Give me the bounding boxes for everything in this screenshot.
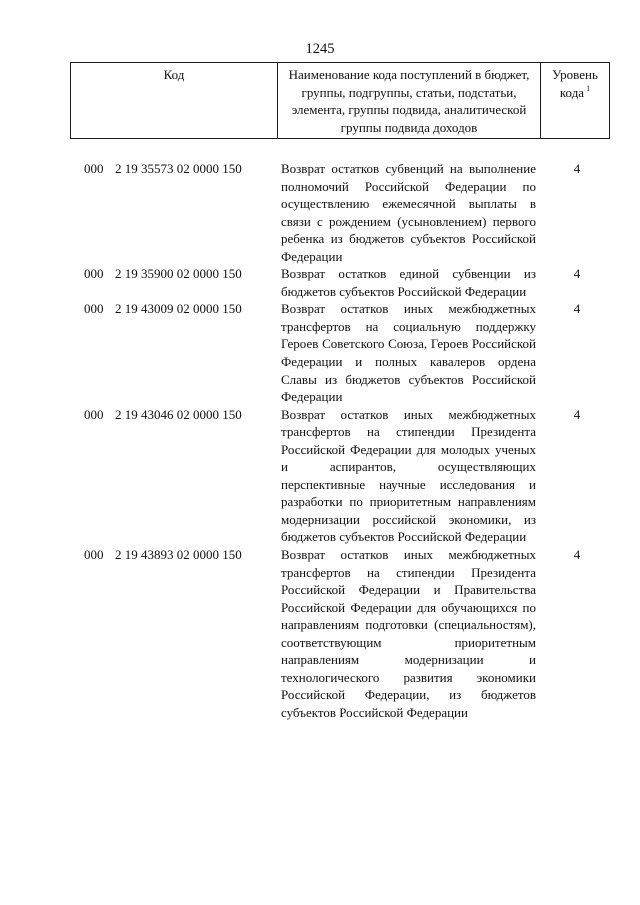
row-income-code: 2 19 35573 02 0000 150 — [115, 161, 242, 176]
table-row — [70, 406, 610, 546]
header-code — [71, 63, 278, 138]
row-admin-code: 000 — [84, 301, 104, 317]
table-row — [70, 265, 610, 300]
table-row — [70, 546, 610, 721]
header-code-label: Код — [163, 67, 185, 82]
row-level: 4 — [573, 406, 581, 422]
table-body — [70, 160, 610, 722]
header-level — [541, 63, 609, 138]
row-admin-code: 000 — [84, 547, 104, 563]
table-header — [70, 62, 610, 139]
row-level: 4 — [573, 266, 581, 282]
row-admin-code: 000 — [84, 406, 104, 422]
row-level: 4 — [573, 161, 581, 176]
page-number: 1245 — [305, 41, 335, 57]
header-name-label: Наименование кода поступлений в бюджет, группы, подгруппы, статьи, подстатьи, элемента, группы подвида, аналитической группы подвида доходов — [288, 67, 530, 135]
row-income-code: 2 19 43009 02 0000 150 — [115, 301, 242, 317]
table-row — [70, 160, 610, 265]
row-admin-code: 000 — [84, 161, 104, 176]
table-row — [70, 300, 610, 405]
header-level-footnote: 1 — [586, 84, 591, 94]
row-level: 4 — [573, 547, 581, 563]
row-income-code: 2 19 43046 02 0000 150 — [115, 406, 242, 422]
header-name — [278, 63, 541, 138]
row-income-code: 2 19 35900 02 0000 150 — [115, 266, 242, 282]
row-level: 4 — [573, 301, 581, 317]
row-description: Возврат остатков иных межбюджетных трансфертов на стипендии Президента Российской Федерации для молодых ученых и аспирантов, осуществляющих перспективные научные исследования и разработки по приоритетным направлениям модернизации российской экономики, из бюджетов субъектов Российской Федерации — [281, 406, 536, 545]
row-description: Возврат остатков иных межбюджетных трансфертов на стипендии Президента Российской Федерации и Правительства Российской Федерации для обучающихся по направлениям подготовки (специальностям), соответствующим приоритетным направлениям модернизации и технологического развития экономики Российской Федерации, из бюджетов субъектов Российской Федерации — [281, 547, 536, 720]
row-income-code: 2 19 43893 02 0000 150 — [115, 547, 242, 563]
row-admin-code: 000 — [84, 266, 104, 282]
row-description: Возврат остатков иных межбюджетных трансфертов на социальную поддержку Героев Советского Союза, Героев Российской Федерации и полных кавалеров ордена Славы из бюджетов субъектов Российской Федерации — [281, 301, 536, 405]
header-level-label: Уровень кода — [552, 67, 598, 100]
row-description: Возврат остатков единой субвенции из бюджетов субъектов Российской Федерации — [281, 266, 536, 299]
row-description: Возврат остатков субвенций на выполнение полномочий Российской Федерации по осуществлению ежемесячной выплаты в связи с рождением (усыновлением) первого ребенка из бюджетов субъектов Российской Федерации — [281, 161, 536, 264]
